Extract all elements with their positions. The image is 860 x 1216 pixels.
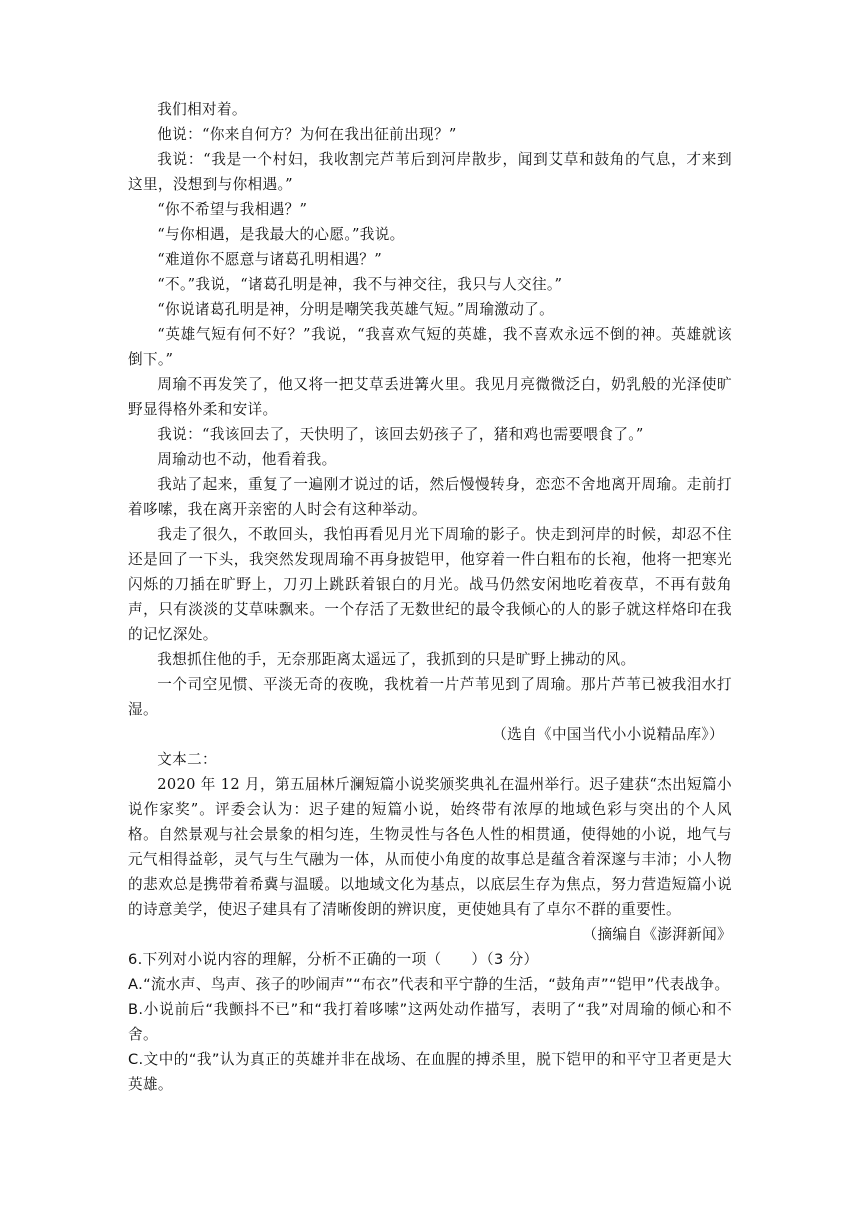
paragraph: 我想抓住他的手，无奈那距离太遥远了，我抓到的只是旷野上拂动的风。 — [157, 651, 636, 668]
question-option-a: A.“流水声、鸟声、孩子的吵闹声”“布衣”代表和平宁静的生活，“鼓角声”“铠甲”代表战争。 — [128, 976, 730, 993]
question-option-b: B.小说前后“我颤抖不已”和“我打着哆嗦”这两处动作描写，表明了“我”对周瑜的倾心和不舍。 — [128, 1001, 732, 1043]
paragraph: 一个司空见惯、平淡无奇的夜晚，我枕着一片芦苇见到了周瑜。那片芦苇已被我泪水打湿。 — [128, 676, 732, 718]
paragraph: “你不希望与我相遇？” — [157, 201, 308, 218]
paragraph: 周瑜动也不动，他看着我。 — [157, 451, 337, 468]
source-citation: （摘编自《澎湃新闻》 — [582, 926, 732, 943]
paragraph: 我说：“我该回去了，天快明了，该回去奶孩子了，猪和鸡也需要喂食了。” — [157, 426, 644, 443]
source-citation: （选自《中国当代小小说精品库》） — [492, 726, 724, 743]
paragraph: 我走了很久，不敢回头，我怕再看见月光下周瑜的影子。快走到河岸的时候，却忍不住还是回了一下头，我突然发现周瑜不再身披铠甲，他穿着一件白粗布的长袍，他将一把寒光闪烁的刀插在旷野上，刀刃上跳跃着银白的月光。战马仍然安闲地吃着夜草，不再有鼓角声，只有淡淡的艾草味飘来。一个存活了无数世纪的最令我倾心的人的影子就这样烙印在我的记忆深处。 — [128, 526, 732, 643]
paragraph: “你说诸葛孔明是神，分明是嘲笑我英雄气短。”周瑜激动了。 — [157, 301, 555, 318]
document-body — [128, 97, 732, 1097]
paragraph: “不。”我说，“诸葛孔明是神，我不与神交往，我只与人交往。” — [157, 276, 563, 293]
paragraph: 周瑜不再发笑了，他又将一把艾草丢进篝火里。我见月亮微微泛白，奶乳般的光泽使旷野显得格外柔和安详。 — [128, 376, 732, 418]
paragraph: 2020 年 12 月，第五届林斤澜短篇小说奖颁奖典礼在温州举行。迟子建获“杰出短篇小说作家奖”。评委会认为：迟子建的短篇小说，始终带有浓厚的地域色彩与突出的个人风格。自然景观与社会景象的相匀连，生物灵性与各色人性的相贯通，使得她的小说，地气与元气相得益彰，灵气与生气融为一体，从而使小角度的故事总是蕴含着深邃与丰沛；小人物的悲欢总是携带着希冀与温暖。以地域文化为基点，以底层生存为焦点，努力营造短篇小说的诗意美学，使迟子建具有了清晰俊朗的辨识度，更使她具有了卓尔不群的重要性。 — [128, 776, 732, 918]
paragraph: “英雄气短有何不好？”我说，“我喜欢气短的英雄，我不喜欢永远不倒的神。英雄就该倒下。” — [128, 326, 732, 368]
paragraph: 我说：“我是一个村妇，我收割完芦苇后到河岸散步，闻到艾草和鼓角的气息，才来到这里，没想到与你相遇。” — [128, 151, 732, 193]
question-stem: 6.下列对小说内容的理解，分析不正确的一项（ ）（3 分） — [128, 951, 539, 968]
paragraph: “难道你不愿意与诸葛孔明相遇？” — [157, 251, 383, 268]
paragraph: 我站了起来，重复了一遍刚才说过的话，然后慢慢转身，恋恋不舍地离开周瑜。走前打着哆嗦，我在离开亲密的人时会有这种举动。 — [128, 476, 732, 518]
paragraph: “与你相遇，是我最大的心愿。”我说。 — [157, 226, 405, 243]
paragraph: 他说：“你来自何方？为何在我出征前出现？” — [157, 126, 457, 143]
paragraph: 我们相对着。 — [157, 101, 247, 118]
question-option-c: C.文中的“我”认为真正的英雄并非在战场、在血腥的搏杀里，脱下铠甲的和平守卫者更是大英雄。 — [128, 1051, 732, 1093]
section-heading: 文本二： — [157, 751, 217, 768]
